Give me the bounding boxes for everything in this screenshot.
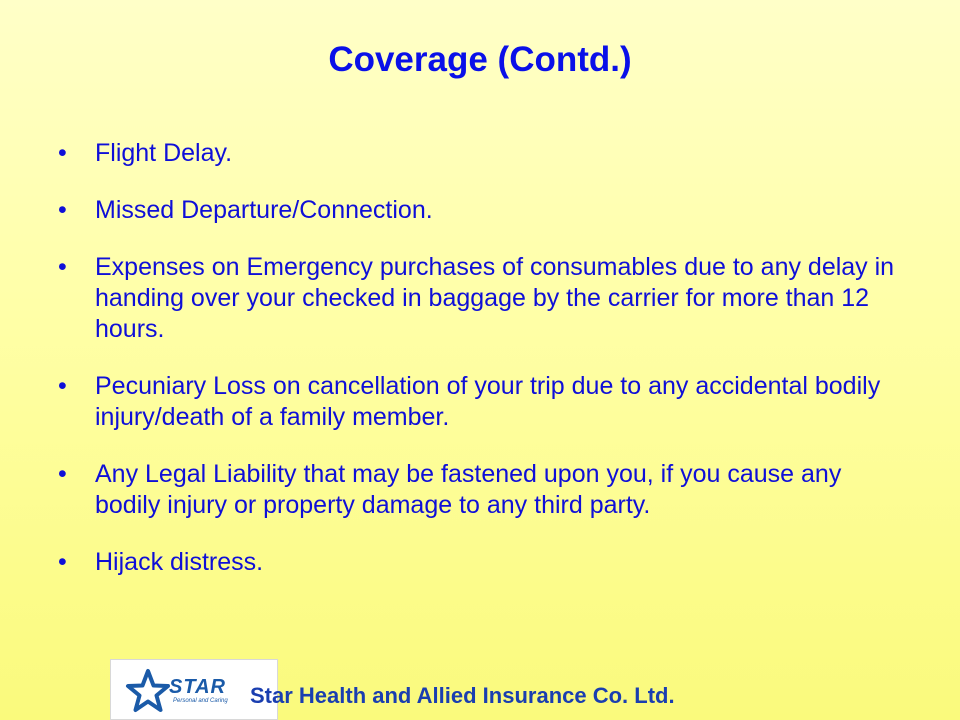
star-icon xyxy=(125,668,171,714)
bullet-list xyxy=(58,138,908,604)
footer xyxy=(110,659,870,720)
bullet-dot: • xyxy=(58,372,67,400)
bullet-text: Pecuniary Loss on cancellation of your trip due to any accidental bodily injury/death of a family member. xyxy=(95,372,881,431)
bullet-item xyxy=(58,547,908,578)
bullet-item xyxy=(58,371,908,433)
bullet-text: Any Legal Liability that may be fastened upon you, if you cause any bodily injury or property damage to any third party. xyxy=(95,460,842,519)
bullet-dot: • xyxy=(58,139,67,167)
bullet-dot: • xyxy=(58,253,67,281)
bullet-dot: • xyxy=(58,460,67,488)
slide-title: Coverage (Contd.) xyxy=(328,40,632,79)
bullet-text: Hijack distress. xyxy=(95,548,264,576)
bullet-text: Missed Departure/Connection. xyxy=(95,196,433,224)
bullet-text: Flight Delay. xyxy=(95,139,233,167)
logo-wordmark: STAR xyxy=(169,676,226,698)
bullet-text: Expenses on Emergency purchases of consumables due to any delay in handing over your checked in baggage by the carrier for more than 12 hours. xyxy=(95,253,895,343)
logo-tagline: Personal and Caring xyxy=(173,698,228,704)
bullet-item xyxy=(58,138,908,169)
bullet-item xyxy=(58,459,908,521)
bullet-dot: • xyxy=(58,548,67,576)
company-name: Star Health and Allied Insurance Co. Ltd. xyxy=(250,683,675,708)
bullet-dot: • xyxy=(58,196,67,224)
bullet-item xyxy=(58,195,908,226)
bullet-item xyxy=(58,252,908,345)
